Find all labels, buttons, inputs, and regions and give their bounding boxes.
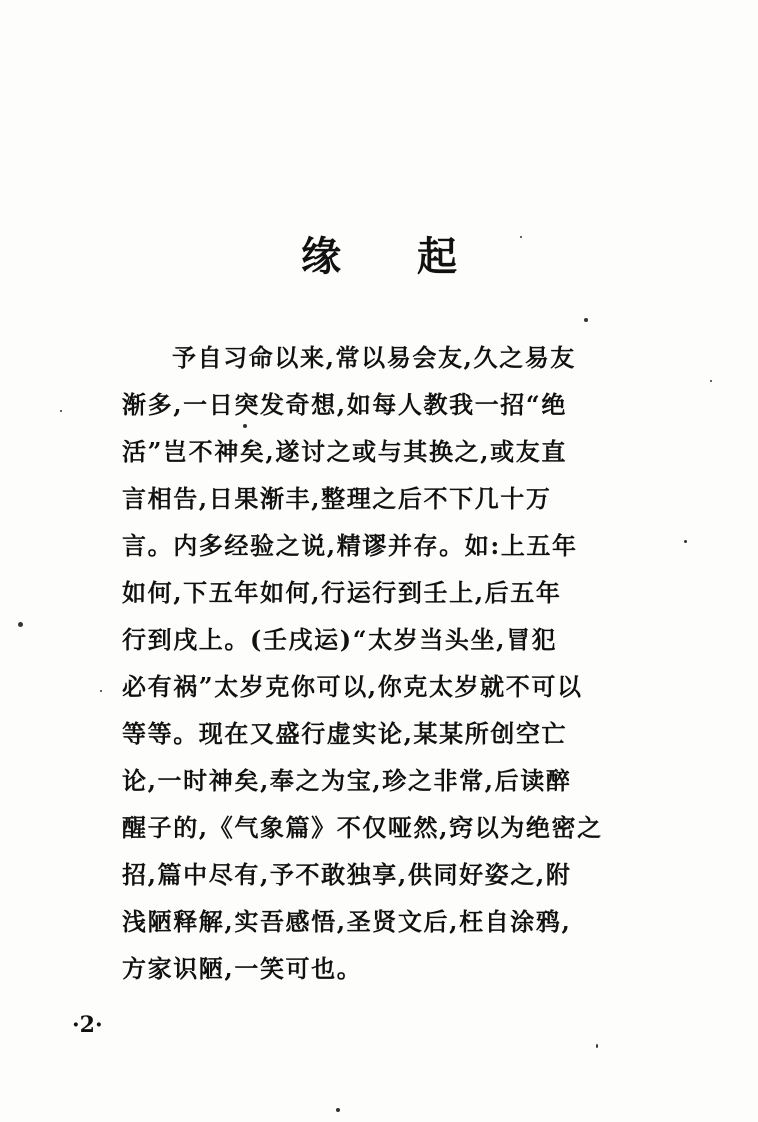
print-speck <box>710 380 712 382</box>
print-speck <box>18 622 23 627</box>
paragraph-line: 予自习命以来,常以易会友,久之易友 <box>172 343 576 372</box>
page-title <box>0 225 758 282</box>
paragraph-line: 言。内多经验之说,精谬并存。如:上五年 <box>122 531 578 560</box>
body-paragraph <box>122 334 603 992</box>
title-char-2: 起 <box>417 232 457 280</box>
page-number: ·2· <box>72 1012 103 1038</box>
paragraph-line: 等等。现在又盛行虚实论,某某所创空亡 <box>122 719 568 748</box>
paragraph-line: 浅陋释解,实吾感悟,圣贤文后,枉自涂鸦, <box>122 907 572 936</box>
paragraph-line: 招,篇中尽有,予不敢独享,供同好姿之,附 <box>122 860 572 889</box>
paragraph-line: 行到戌上。(壬戌运)“太岁当头坐,冒犯 <box>122 625 558 654</box>
paragraph-line: 渐多,一日突发奇想,如每人教我一招“绝 <box>122 390 567 419</box>
print-speck <box>596 1044 598 1048</box>
paragraph-line: 言相告,日果渐丰,整理之后不下几十万 <box>122 484 552 513</box>
paragraph-line: 方家识陋,一笑可也。 <box>122 954 363 983</box>
print-speck <box>684 540 687 543</box>
print-speck <box>336 1108 340 1112</box>
print-speck <box>584 318 588 322</box>
print-speck <box>100 690 102 692</box>
title-char-1: 缘 <box>301 232 341 280</box>
paragraph-line: 醒子的,《气象篇》不仅哑然,窍以为绝密之 <box>122 813 603 842</box>
print-speck <box>60 410 62 412</box>
paragraph-line: 活”岂不神矣,遂讨之或与其换之,或友直 <box>122 437 567 466</box>
paragraph-line: 如何,下五年如何,行运行到壬上,后五年 <box>122 578 562 607</box>
paragraph-line: 必有祸”太岁克你可以,你克太岁就不可以 <box>122 672 583 701</box>
paragraph-line: 论,一时神矣,奉之为宝,珍之非常,后读醉 <box>122 766 572 795</box>
